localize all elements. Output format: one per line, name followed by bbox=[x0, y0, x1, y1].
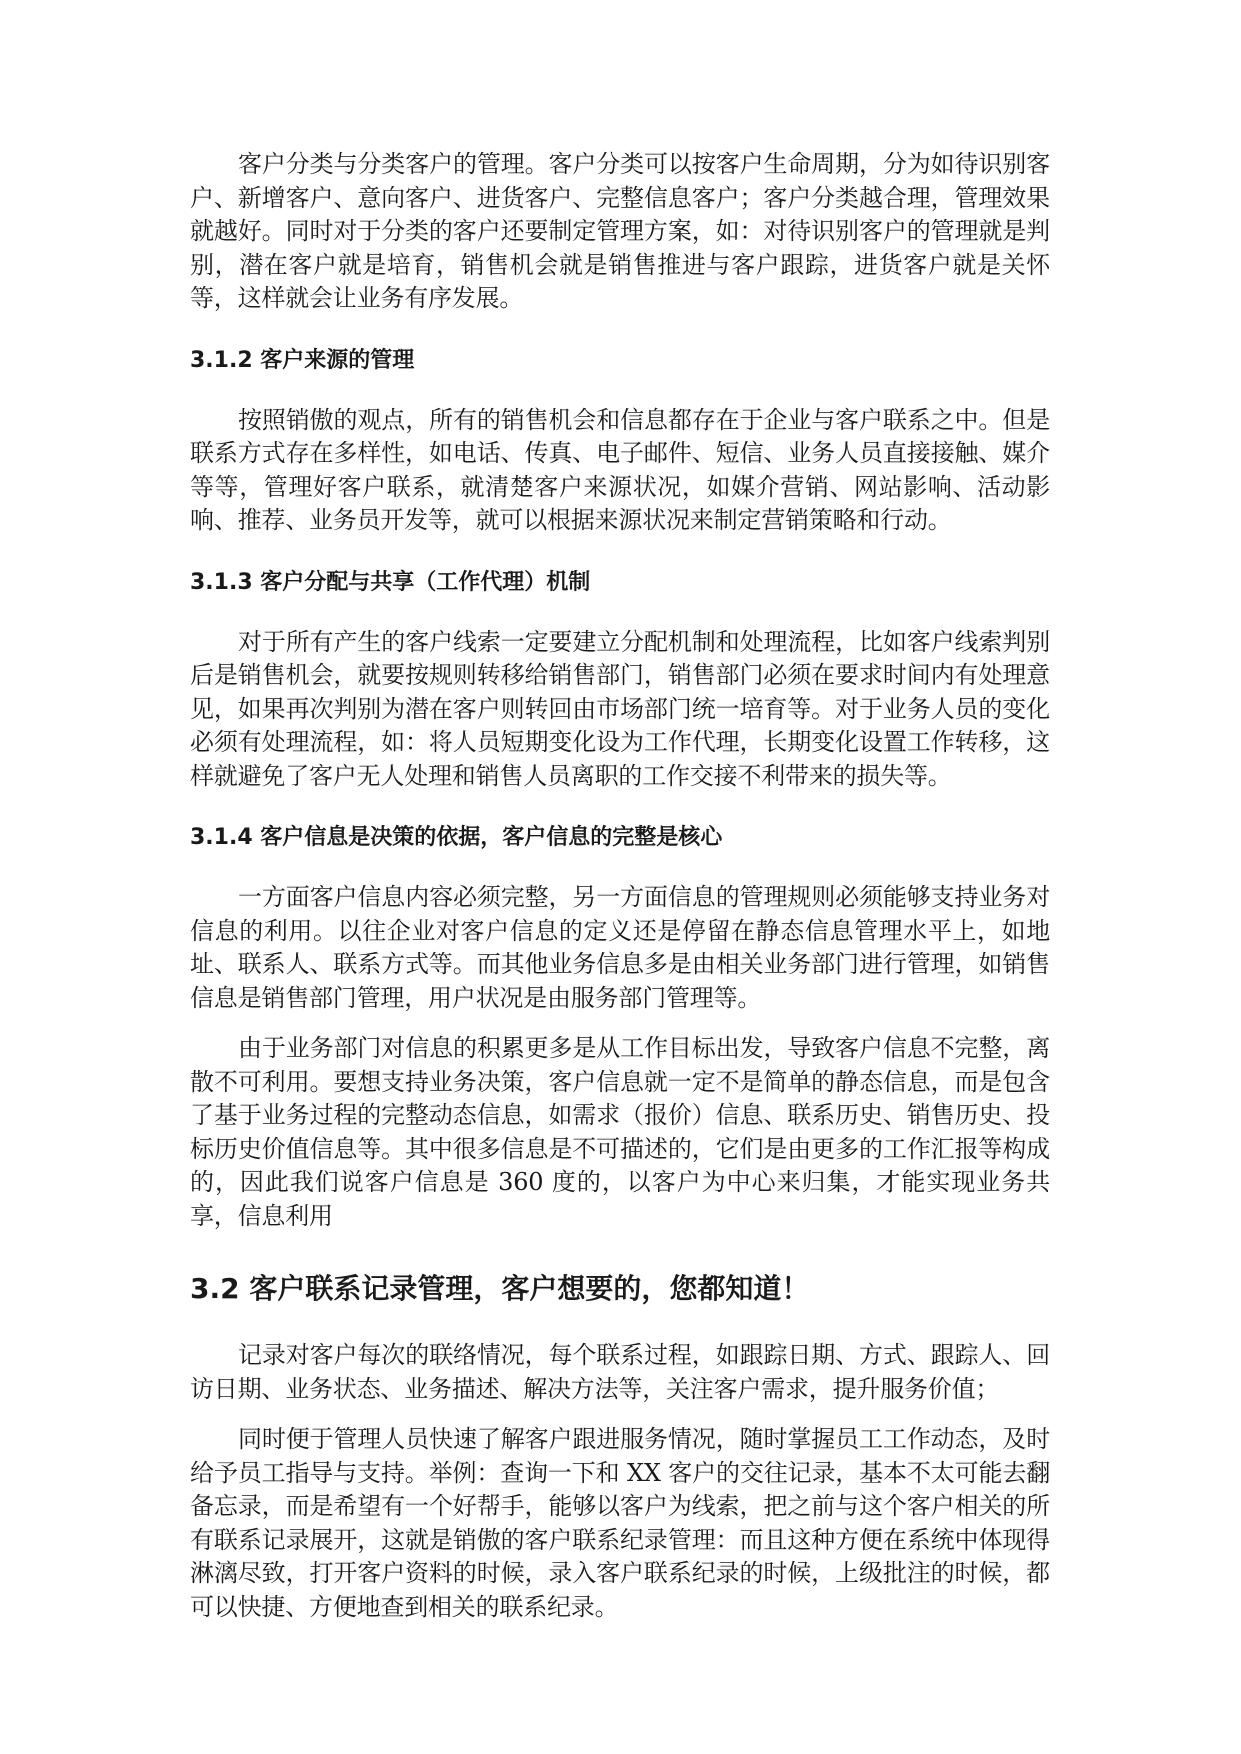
paragraph-customer-source: 按照销傲的观点，所有的销售机会和信息都存在于企业与客户联系之中。但是联系方式存在多样性，如电话、传真、电子邮件、短信、业务人员直接接触、媒介等等，管理好客户联系，就清楚客户来源状况，如媒介营销、网站影响、活动影响、推荐、业务员开发等，就可以根据来源状况来制定营销策略和行动。 bbox=[190, 405, 1050, 534]
paragraph-customer-allocation: 对于所有产生的客户线索一定要建立分配机制和处理流程，比如客户线索判别后是销售机会，就要按规则转移给销售部门，销售部门必须在要求时间内有处理意见，如果再次判别为潜在客户则转回由市场部门统一培育等。对于业务人员的变化必须有处理流程，如：将人员短期变化设为工作代理，长期变化设置工作转移，这样就避免了客户无人处理和销售人员离职的工作交接不利带来的损失等。 bbox=[190, 627, 1050, 790]
paragraph-customer-classification: 客户分类与分类客户的管理。客户分类可以按客户生命周期，分为如待识别客户、新增客户、意向客户、进货客户、完整信息客户；客户分类越合理，管理效果就越好。同时对于分类的客户还要制定管理方案，如：对待识别客户的管理就是判别，潜在客户就是培育，销售机会就是销售推进与客户跟踪，进货客户就是关怀等，这样就会让业务有序发展。 bbox=[190, 150, 1050, 312]
heading-3-1-2: 3.1.2 客户来源的管理 bbox=[190, 347, 415, 373]
heading-3-1-3: 3.1.3 客户分配与共享（工作代理）机制 bbox=[190, 569, 591, 595]
paragraph-customer-info-360: 由于业务部门对信息的积累更多是从工作目标出发，导致客户信息不完整，离散不可利用。要想支持业务决策，客户信息就一定不是简单的静态信息，而是包含了基于业务过程的完整动态信息，如需求（报价）信息、联系历史、销售历史、投标历史价值信息等。其中很多信息是不可描述的，它们是由更多的工作汇报等构成的，因此我们说客户信息是 360 度的，以客户为中心来归集，才能实现业务共享，信息利用 bbox=[190, 1034, 1050, 1230]
document-body bbox=[190, 148, 1050, 1641]
paragraph-customer-info-content: 一方面客户信息内容必须完整，另一方面信息的管理规则必须能够支持业务对信息的利用。以往企业对客户信息的定义还是停留在静态信息管理水平上，如地址、联系人、联系方式等。而其他业务信息多是由相关业务部门进行管理，如销售信息是销售部门管理，用户状况是由服务部门管理等。 bbox=[190, 883, 1050, 1012]
paragraph-contact-record: 记录对客户每次的联络情况，每个联系过程，如跟踪日期、方式、跟踪人、回访日期、业务状态、业务描述、解决方法等，关注客户需求，提升服务价值； bbox=[190, 1341, 1050, 1403]
paragraph-contact-record-example: 同时便于管理人员快速了解客户跟进服务情况，随时掌握员工工作动态，及时给予员工指导与支持。举例：查询一下和 XX 客户的交往记录，基本不太可能去翻备忘录，而是希望有一个好帮手，能够以客户为线索，把之前与这个客户相关的所有联系记录展开，这就是销傲的客户联系纪录管理：而且这种方便在系统中体现得淋漓尽致，打开客户资料的时候，录入客户联系纪录的时候，上级批注的时候，都可以快捷、方便地查到相关的联系纪录。 bbox=[190, 1425, 1050, 1621]
heading-3-1-4: 3.1.4 客户信息是决策的依据，客户信息的完整是核心 bbox=[190, 825, 723, 850]
heading-3-2: 3.2 客户联系记录管理，客户想要的，您都知道！ bbox=[190, 1272, 810, 1305]
